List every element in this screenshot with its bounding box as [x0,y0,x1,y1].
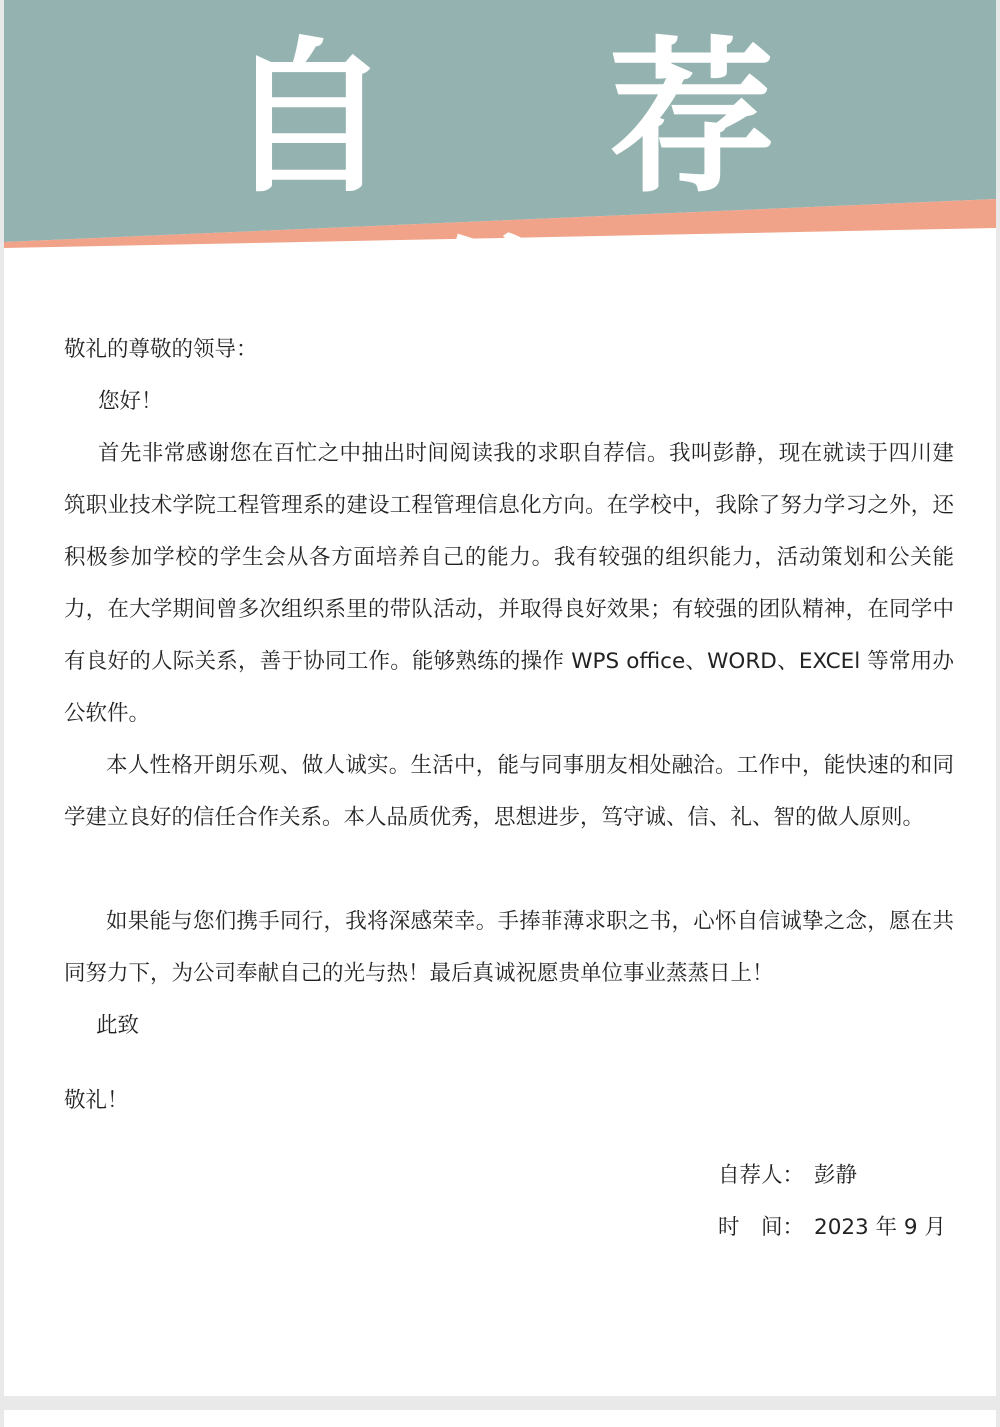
paragraph-conclusion: 如果能与您们携手同行，我将深感荣幸。手捧菲薄求职之书，心怀自信诚挚之念，愿在共同努力下，为公司奉献自己的光与热！最后真诚祝愿贵单位事业蒸蒸日上！ [64,909,954,986]
paragraph-introduction: 首先非常感谢您在百忙之中抽出时间阅读我的求职自荐信。我叫彭静，现在就读于四川建筑职业技术学院工程管理系的建设工程管理信息化方向。在学校中，我除了努力学习之外，还积极参加学校的学生会从各方面培养自己的能力。我有较强的组织能力，活动策划和公关能力，在大学期间曾多次组织系里的带队活动，并取得良好效果；有较强的团队精神，在同学中有良好的人际关系，善于协同工作。能够熟练的操作 WPS office、WORD、EXCEl 等常用办公软件。 [64,441,954,726]
paragraph-personality: 本人性格开朗乐观、做人诚实。生活中，能与同事朋友相处融洽。工作中，能快速的和同学建立良好的信任合作关系。本人品质优秀，思想进步，笃守诚、信、礼、智的做人原则。 [64,753,954,830]
signature-name-row [718,1160,857,1192]
signature-name-value: 彭静 [814,1163,858,1188]
document-page [4,0,996,1396]
salutation: 敬礼的尊敬的领导： [64,337,258,362]
signature-date-label: 时 间： [718,1215,805,1240]
next-page-edge [4,1410,996,1427]
signature-date-row [718,1212,946,1244]
letter-title: 自 荐 信 [225,23,855,416]
regards: 敬礼！ [64,1088,129,1113]
closing-phrase: 此致 [96,1013,140,1038]
greeting: 您好！ [98,389,163,414]
signature-name-label: 自荐人： [718,1163,805,1188]
signature-date-value: 2023 年 9 月 [814,1215,946,1240]
